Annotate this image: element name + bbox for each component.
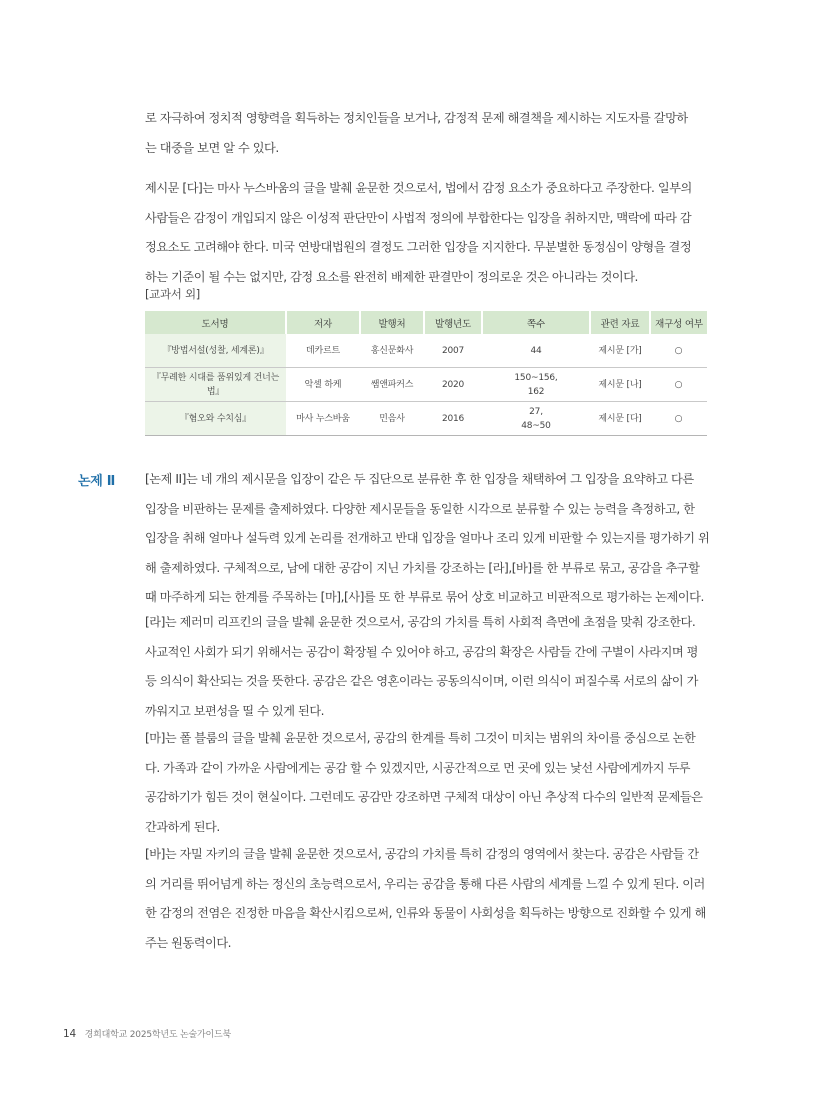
paragraph-text-ma: [마]는 폴 블룸의 글을 발췌 윤문한 것으로서, 공감의 한계를 특히 그것이 미치는 범위의 차이를 중심으로 논한 다. 가족과 같이 가까운 사람에게는 공감 할 수 있겠지만, 시공간적으로 먼 곳에 있는 낯선 사람에게까지 두루 공감하기가 힘든 것이 현실이다. 그런데도 공감만 강조하면 구체적 대상이 아닌 추상적 다수의 일반적 문제들은 간과하게 된다. [145, 731, 703, 834]
table-row [145, 368, 707, 402]
book-year: 2020 [424, 368, 482, 402]
book-publisher: 민음사 [360, 402, 424, 436]
book-reconstructed: ○ [650, 334, 707, 368]
table-row [145, 334, 707, 368]
page-footer [63, 1027, 231, 1040]
book-reconstructed: ○ [650, 368, 707, 402]
header-reconstructed: 재구성 여부 [650, 311, 707, 334]
book-title: 『혐오와 수치심』 [145, 402, 286, 436]
book-pages: 150~156, 162 [482, 368, 590, 402]
book-author: 데카르트 [286, 334, 360, 368]
book-publisher: 홍신문화사 [360, 334, 424, 368]
book-related: 제시문 [가] [590, 334, 650, 368]
paragraph-text-da: 제시문 [다]는 마사 누스바움의 글을 발췌 윤문한 것으로서, 법에서 감정 요소가 중요하다고 주장한다. 일부의 사람들은 감정이 개입되지 않은 이성적 판단만이 사법적 정의에 부합한다는 입장을 취하지만, 맥락에 따라 감 정요소도 고려해야 한다. 미국 연방대법원의 결정도 그러한 입장을 지지한다. 무분별한 동정심이 양형을 결정 하는 기준이 될 수는 없지만, 감정 요소를 완전히 배제한 판결만이 정의로운 것은 아니라는 것이다. [145, 181, 692, 284]
book-related: 제시문 [다] [590, 402, 650, 436]
footer-title: 경희대학교 2025학년도 논술가이드북 [84, 1030, 231, 1040]
table-header-row [145, 311, 707, 334]
book-pages: 27, 48~50 [482, 402, 590, 436]
header-author: 저자 [286, 311, 360, 334]
paragraph-text-ra: [라]는 제러미 리프킨의 글을 발췌 윤문한 것으로서, 공감의 가치를 특히 사회적 측면에 초점을 맞춰 강조한다. 사교적인 사회가 되기 위해서는 공감이 확장될 수 있어야 하고, 공감의 확장은 사람들 간에 구별이 사라지며 평 등 의식이 확산되는 것을 뜻한다. 공감은 같은 영혼이라는 공동의식이며, 이런 의식이 퍼질수록 서로의 삶이 가 까워지고 보편성을 띨 수 있게 된다. [145, 615, 699, 718]
header-publisher: 발행처 [360, 311, 424, 334]
book-author: 악셀 하케 [286, 368, 360, 402]
reference-books-table [145, 311, 707, 436]
book-related: 제시문 [나] [590, 368, 650, 402]
paragraph-intro-continued: 로 자극하여 정치적 영향력을 획득하는 정치인들을 보거나, 감정적 문제 해결책을 제시하는 지도자를 갈망하 는 대중을 보면 알 수 있다. [145, 111, 688, 155]
paragraph-nonje-2-overview: [논제 II]는 네 개의 제시문을 입장이 같은 두 집단으로 분류한 후 한 입장을 채택하여 그 입장을 요약하고 다른 입장을 비판하는 문제를 출제하였다. 다양한 제시문들을 동일한 시각으로 분류할 수 있는 능력을 측정하고, 한 입장을 취해 얼마나 설득력 있게 논리를 전개하고 반대 입장을 얼마나 조리 있게 비판할 수 있는지를 평가하기 위 해 출제하였다. 구체적으로, 남에 대한 공감이 지닌 가치를 강조하는 [라],[바]를 한 부류로 묶고, 공감을 추구할 때 마주하게 되는 한계를 주목하는 [마],[사]를 또 한 부류로 묶어 상호 비교하고 비판적으로 평가하는 논제이다. [145, 472, 710, 604]
header-pages: 쪽수 [482, 311, 590, 334]
book-year: 2007 [424, 334, 482, 368]
book-title: 『방법서설(성찰, 세계론)』 [145, 334, 286, 368]
book-title: 『무례한 시대를 품위있게 건너는 법』 [145, 368, 286, 402]
section-label: 논제 Ⅱ [78, 474, 116, 489]
header-title: 도서명 [145, 311, 286, 334]
book-year: 2016 [424, 402, 482, 436]
paragraph-text-ba: [바]는 자밀 자키의 글을 발췌 윤문한 것으로서, 공감의 가치를 특히 감정의 영역에서 찾는다. 공감은 사람들 간 의 거리를 뛰어넘게 하는 정신의 초능력으로서, 우리는 공감을 통해 다른 사람의 세계를 느낄 수 있게 된다. 이러 한 감정의 전염은 진정한 마음을 확산시킴으로써, 인류와 동물이 사회성을 획득하는 방향으로 진화할 수 있게 해 주는 원동력이다. [145, 847, 706, 950]
header-year: 발행년도 [424, 311, 482, 334]
table-caption: [교과서 외] [145, 287, 200, 301]
book-pages: 44 [482, 334, 590, 368]
book-author: 마사 누스바움 [286, 402, 360, 436]
table-row [145, 402, 707, 436]
header-related: 관련 자료 [590, 311, 650, 334]
book-publisher: 쌤앤파커스 [360, 368, 424, 402]
book-reconstructed: ○ [650, 402, 707, 436]
page-number: 14 [63, 1028, 76, 1040]
